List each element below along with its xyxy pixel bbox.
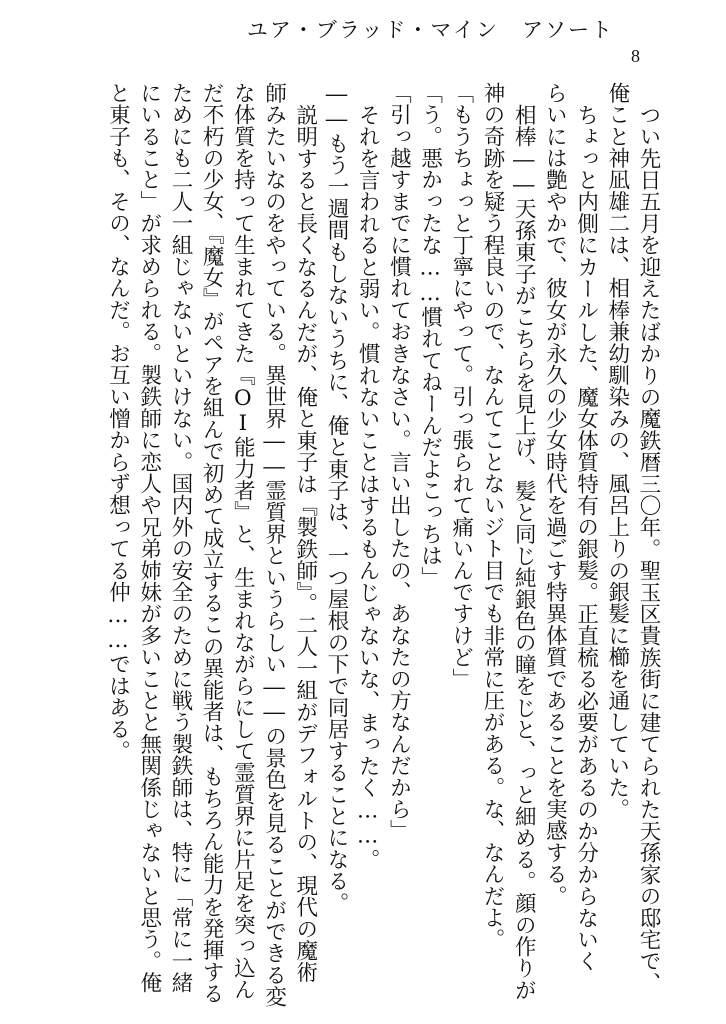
text-line: 俺こと神凪雄二は、相棒兼幼馴染みの、風呂上りの銀髪に櫛を通していた。 (604, 82, 630, 820)
text-line: 「もうちょっと丁寧にやって。引っ張られて痛いんですけど」 (448, 82, 474, 690)
text-line: な体質を持って生まれてきた『OI能力者』と、生まれながらにして霊質界に片足を突っ込ん (230, 82, 256, 1001)
text-line: 説明すると長くなるんだが、俺と東子は『製鉄師』。二人一組がデフォルトの、現代の魔術 (292, 103, 318, 983)
text-line: 相棒――天孫東子がこちらを見上げ、髪と同じ純銀色の瞳をじと、っと細める。顔の作りが (511, 103, 537, 1001)
text-line: ――もう一週間もしないうちに、俺と東子は、一つ屋根の下で同居することになる。 (323, 82, 349, 914)
text-line: 師みたいなのをやっている。異世界――霊質界というらしい――の景色を見ることができる変 (261, 82, 287, 1008)
text-line: ちょっと内側にカールした、魔女体質特有の銀髪。正直梳る必要があるのか分からないく (573, 103, 599, 972)
text-line: ためにも二人一組じゃないといけない。国内外の安全のために戦う製鉄師は、特に「常に一緒 (167, 82, 193, 994)
text-line: つい先日五月を迎えたばかりの魔鉄暦三〇年。聖玉区貴族街に建てられた天孫家の邸宅で、 (636, 103, 661, 994)
vertical-body-text (74, 82, 664, 1008)
text-line: 神の奇跡を疑う程良いので、なんてことないジト目でも非常に圧がある。な、なんだよ。 (479, 82, 505, 950)
text-line: にいること」が求められる。製鉄師に恋人や兄弟姉妹が多いことと無関係じゃないと思う。俺 (136, 82, 162, 994)
text-line: と東子も、その、なんだ。お互い憎からず想ってる仲……ではある。 (105, 82, 131, 762)
text-line: らいには艶やかで、彼女が永久の少女時代を過ごす特異体質であることを実感する。 (542, 82, 568, 907)
text-line: それを言われると弱い。慣れないことはするもんじゃないな、まったく……。 (355, 103, 381, 870)
page-number: 8 (631, 46, 640, 66)
text-line: 「引っ越すまでに慣れておきなさい。言い出したの、あなたの方なんだから」 (386, 82, 412, 842)
text-line: 「う。悪かったな……慣れてねーんだよこっちは」 (417, 82, 443, 589)
text-line: だ不朽の少女、『魔女』がペアを組んで初めて成立するこの異能者は、もちろん能力を発揮する (199, 82, 225, 1005)
running-header: ユア・ブラッド・マイン アソート (246, 18, 614, 42)
